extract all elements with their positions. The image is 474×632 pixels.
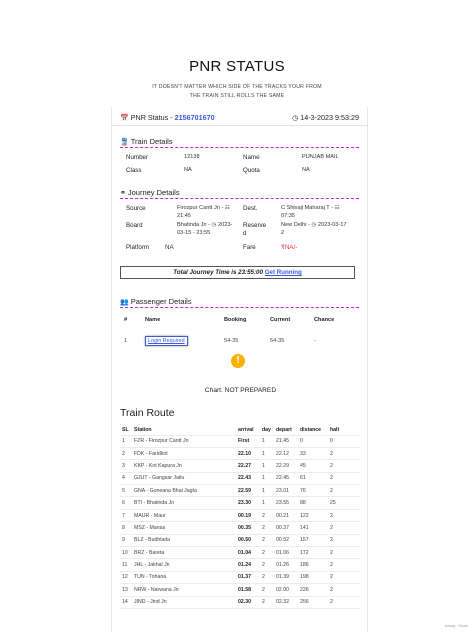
source-label: Source (126, 205, 146, 212)
route-row (120, 547, 360, 559)
route-day: 2 (260, 547, 274, 559)
route-arrival: 22.27 (236, 460, 260, 472)
route-col-sl: SL (120, 425, 132, 435)
route-day: 1 (260, 435, 274, 447)
train-details-title-text: Train Details (130, 137, 173, 146)
platform-label: Platform (126, 244, 150, 251)
pnr-number: 2156701670 (174, 113, 215, 122)
col-chance: Chance (314, 317, 335, 323)
route-depart: 01.39 (274, 571, 298, 583)
route-day: 2 (260, 509, 274, 521)
clock-icon: ◷ (292, 115, 299, 122)
route-row (120, 497, 360, 509)
route-row (120, 472, 360, 484)
clock-icon: ◷ (211, 222, 217, 228)
route-arrival: 22.43 (236, 472, 260, 484)
route-day: 1 (260, 447, 274, 459)
route-col-day: day (260, 425, 274, 435)
route-station: KKP - Kot Kapura Jn (132, 460, 236, 472)
route-table-header (120, 425, 360, 435)
route-day: 2 (260, 571, 274, 583)
route-distance: 88 (298, 497, 328, 509)
route-depart: 00.21 (274, 509, 298, 521)
route-col-station: Station (132, 425, 236, 435)
passenger-current: 54-35 (270, 338, 285, 344)
clock-icon: ◷ (311, 222, 317, 228)
reserved-label-line-1: Reserve (243, 222, 267, 229)
route-halt: 2 (328, 447, 360, 459)
route-arrival: 01.04 (236, 547, 260, 559)
train-quota-value: NA (302, 167, 310, 173)
route-day: 2 (260, 559, 274, 571)
route-day: 2 (260, 522, 274, 534)
route-sl: 1 (120, 435, 132, 447)
route-depart: 22.12 (274, 447, 298, 459)
route-station: JIND - Jind Jn (132, 596, 236, 608)
route-arrival: 00.19 (236, 509, 260, 521)
card-header (112, 107, 367, 126)
route-row (120, 534, 360, 546)
passenger-row (120, 335, 355, 351)
route-day: 1 (260, 460, 274, 472)
route-sl: 11 (120, 559, 132, 571)
passenger-table-header (120, 317, 355, 329)
route-day: 2 (260, 584, 274, 596)
total-journey-time (120, 266, 355, 279)
board-date-time: 03-15 - 23:55 (177, 229, 211, 236)
dest-time: 07:35 (281, 212, 295, 219)
route-station: MSZ - Mansa (132, 522, 236, 534)
route-arrival: 22.59 (236, 485, 260, 497)
route-depart: 21.45 (274, 435, 298, 447)
board-value (177, 222, 243, 237)
route-station: BLZ - Budhlada (132, 534, 236, 546)
route-depart: 00.52 (274, 534, 298, 546)
route-station: JHL - Jakhal Jn (132, 559, 236, 571)
route-sl: 12 (120, 571, 132, 583)
rupee-icon: ₹ (281, 244, 285, 251)
route-row (120, 485, 360, 497)
route-sl: 13 (120, 584, 132, 596)
route-depart: 02.32 (274, 596, 298, 608)
route-distance: 122 (298, 509, 328, 521)
route-station: GJUT - Gangsar Jaitu (132, 472, 236, 484)
train-name-value: PUNJAB MAIL (302, 154, 339, 160)
route-station: FDK - Faridkot (132, 447, 236, 459)
route-row (120, 522, 360, 534)
route-day: 2 (260, 596, 274, 608)
route-sl: 14 (120, 596, 132, 608)
calendar-icon: 📅 (120, 115, 129, 122)
col-booking: Booking (224, 317, 247, 323)
pnr-label-text: PNR Status - (130, 113, 173, 122)
route-row (120, 447, 360, 459)
route-distance: 45 (298, 460, 328, 472)
route-table-body (120, 435, 360, 608)
passenger-details-section (120, 297, 359, 308)
reserved-value (281, 222, 356, 237)
route-row (120, 509, 360, 521)
route-depart: 02.00 (274, 584, 298, 596)
train-name-label: Name (243, 154, 260, 161)
total-journey-text: Total Journey Time is 23:55:00 (173, 269, 263, 276)
route-station: BTI - Bhatinda Jn (132, 497, 236, 509)
route-halt: 2 (328, 534, 360, 546)
route-arrival: 22.10 (236, 447, 260, 459)
route-distance: 0 (298, 435, 328, 447)
route-halt: 2 (328, 509, 360, 521)
route-distance: 33 (298, 447, 328, 459)
train-route-table (120, 425, 360, 609)
route-distance: 172 (298, 547, 328, 559)
calendar-icon: ☷ (334, 205, 340, 211)
journey-details-section (120, 188, 359, 199)
route-row (120, 559, 360, 571)
route-day: 1 (260, 472, 274, 484)
platform-value: NA (165, 244, 174, 251)
route-col-arrival: arrival (236, 425, 260, 435)
route-halt: 2 (328, 584, 360, 596)
tagline-line-2: THE TRAIN STILL ROLLS THE SAME (189, 93, 285, 99)
route-sl: 7 (120, 509, 132, 521)
route-arrival: 01.58 (236, 584, 260, 596)
route-distance: 61 (298, 472, 328, 484)
watermark: Unway · Doaru (444, 624, 468, 628)
reserved-label (243, 222, 266, 238)
passenger-details-title (120, 297, 359, 308)
route-station: BRZ - Bareta (132, 547, 236, 559)
calendar-icon: ☷ (224, 205, 230, 211)
route-distance: 141 (298, 522, 328, 534)
board-date-year: 2023- (217, 222, 233, 228)
passenger-details-title-text: Passenger Details (130, 297, 192, 306)
route-station: NRW - Narwana Jn (132, 584, 236, 596)
users-icon: 👥 (120, 299, 129, 306)
route-depart: 01.26 (274, 559, 298, 571)
route-halt: 2 (328, 485, 360, 497)
route-depart: 22.45 (274, 472, 298, 484)
route-sl: 8 (120, 522, 132, 534)
route-halt: 2 (328, 522, 360, 534)
train-icon: 🚆 (120, 139, 129, 146)
route-row (120, 460, 360, 472)
pnr-label (120, 113, 215, 122)
route-halt: 2 (328, 559, 360, 571)
tagline-line-1: IT DOESN'T MATTER WHICH SIDE OF THE TRACKS YOUR FROM (152, 84, 322, 90)
source-station: Firozpur Cantt Jn - (177, 205, 225, 211)
board-label: Board (126, 222, 143, 229)
route-arrival: First (236, 435, 260, 447)
route-distance: 186 (298, 559, 328, 571)
fare-amount: NA/- (284, 244, 298, 251)
pnr-datetime (292, 113, 359, 122)
route-station: FZR - Firozpur Cantt Jn (132, 435, 236, 447)
train-details-title (120, 137, 359, 148)
route-arrival: 01.24 (236, 559, 260, 571)
route-row (120, 571, 360, 583)
route-col-depart: depart (274, 425, 298, 435)
route-halt: 2 (328, 547, 360, 559)
tagline (0, 83, 474, 101)
route-depart: 22.29 (274, 460, 298, 472)
route-distance: 198 (298, 571, 328, 583)
route-depart: 01.06 (274, 547, 298, 559)
route-arrival: 00.35 (236, 522, 260, 534)
route-station: GNA - Goneana Bhai Jagta (132, 485, 236, 497)
reserved-label-line-2: d (243, 230, 247, 237)
route-halt: 2 (328, 571, 360, 583)
col-name: Name (145, 317, 161, 323)
route-row (120, 584, 360, 596)
passenger-booking: 54-35 (224, 338, 239, 344)
route-halt: 0 (328, 435, 360, 447)
route-sl: 5 (120, 485, 132, 497)
col-current: Current (270, 317, 291, 323)
train-class-label: Class (126, 167, 142, 174)
journey-details-title (120, 188, 359, 199)
journey-details-title-text: Journey Details (127, 188, 180, 197)
route-distance: 256 (298, 596, 328, 608)
route-arrival: 23.30 (236, 497, 260, 509)
route-distance: 76 (298, 485, 328, 497)
route-row (120, 596, 360, 608)
dest-label: Dest. (243, 205, 258, 212)
route-depart: 23.55 (274, 497, 298, 509)
route-col-distance: distance (298, 425, 328, 435)
route-depart: 23.01 (274, 485, 298, 497)
route-day: 1 (260, 485, 274, 497)
source-time: 21:45 (177, 212, 191, 219)
route-arrival: 02.30 (236, 596, 260, 608)
route-col-halt: halt (328, 425, 360, 435)
route-arrival: 00.50 (236, 534, 260, 546)
train-class-value: NA (184, 167, 192, 173)
route-sl: 6 (120, 497, 132, 509)
get-running-link[interactable]: Get Running (264, 269, 302, 276)
board-station: Bhatinda Jn - (177, 222, 212, 228)
passenger-chance: - (314, 338, 316, 344)
fare-label: Fare (243, 244, 256, 251)
route-station: TUN - Tohana (132, 571, 236, 583)
route-day: 2 (260, 534, 274, 546)
col-index: # (124, 317, 128, 323)
train-quota-label: Quota (243, 167, 260, 174)
train-details-section (120, 137, 359, 148)
route-distance: 226 (298, 584, 328, 596)
route-arrival: 01.37 (236, 571, 260, 583)
route-depart: 00.37 (274, 522, 298, 534)
reserved-station: New Delhi - (281, 222, 312, 228)
route-day: 1 (260, 497, 274, 509)
train-route-title: Train Route (120, 407, 175, 419)
pnr-datetime-text: 14-3-2023 9:53:29 (300, 113, 359, 122)
globe-icon: ⚭ (120, 190, 126, 197)
login-required-button[interactable]: Login Required (145, 336, 188, 346)
warning-icon: ! (231, 354, 245, 368)
route-sl: 2 (120, 447, 132, 459)
chart-status: Chart: NOT PREPARED (204, 387, 277, 394)
pnr-card (111, 107, 368, 632)
route-sl: 4 (120, 472, 132, 484)
route-station: MAUR - Maur (132, 509, 236, 521)
route-halt: 2 (328, 460, 360, 472)
route-halt: 2 (328, 472, 360, 484)
route-sl: 10 (120, 547, 132, 559)
source-value (177, 205, 243, 220)
fare-value (281, 244, 297, 252)
train-number-value: 12138 (184, 154, 200, 160)
reserved-extra: 2 (281, 229, 285, 236)
reserved-date: 2023-03-17 (317, 222, 347, 228)
passenger-index: 1 (124, 338, 128, 344)
route-sl: 3 (120, 460, 132, 472)
train-number-label: Number (126, 154, 149, 161)
page-title: PNR STATUS (189, 58, 285, 75)
route-halt: 25 (328, 497, 360, 509)
dest-value (281, 205, 356, 220)
dest-station: C Shivaji Maharaj T - (281, 205, 335, 211)
passenger-table (120, 317, 355, 351)
route-sl: 9 (120, 534, 132, 546)
route-row (120, 435, 360, 447)
route-halt: 2 (328, 596, 360, 608)
route-distance: 157 (298, 534, 328, 546)
